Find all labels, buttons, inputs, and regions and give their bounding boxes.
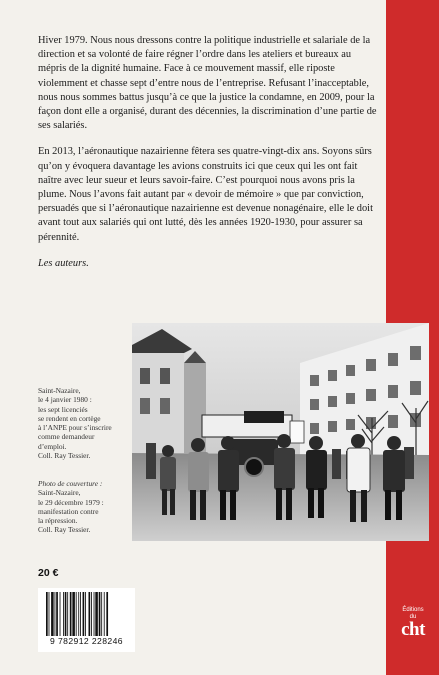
- barcode-bar: [80, 592, 81, 636]
- caption-line: manifestation contre: [38, 506, 99, 516]
- caption-line: Saint-Nazaire,: [38, 488, 81, 498]
- barcode-bar: [56, 592, 58, 636]
- caption-line: Coll. Ray Tessier.: [38, 525, 91, 535]
- barcode-bar: [70, 592, 72, 636]
- paragraph-hiver-1979: Hiver 1979. Nous nous dressons contre la politique industrielle et salariale de la direction et sa volonté de faire régner l’ordre dans les ateliers et bureaux au mépris de la dignité humaine. Face à ce mouvement massif, elle riposte violemment et chasse sept d’entre nous de l’entreprise. Refusant l’inacceptable, nous nous sommes battus jusqu’à ce que la justice la condamne, en 2009, pour la façon dont elle a organisé, durant des décennies, la discrimination d’une partie de ses salariés.: [38, 35, 377, 132]
- barcode-bar: [95, 592, 98, 636]
- photo-illustration: [132, 323, 429, 541]
- caption-line: comme demandeur: [38, 432, 95, 442]
- caption-line: Saint-Nazaire,: [38, 386, 81, 395]
- barcode-bar: [76, 592, 77, 636]
- cover-caption-label: Photo de couverture :: [38, 479, 103, 488]
- publisher-name: cht: [401, 619, 425, 640]
- paragraph-2013: En 2013, l’aéronautique nazairienne fêtera ses quatre-vingt-dix ans. Soyons sûrs qu’on y évoquera davantage les avions construits ici que ceux qui les ont fait naître avec leur sueur et leurs savoir-faire. C’est pourquoi nous avons pris la plume. Nous l’avons fait autant par « devoir de mémoire » que par conviction, persuadés que si l’aéronautique nazairienne est devenue nonagénaire, elle le doit avant tout aux salariés qui ont lutté, dès les années 1920-1930, pour assurer sa pérennité.: [38, 146, 373, 243]
- barcode-bar: [94, 592, 95, 636]
- cover-photo-caption: [38, 479, 130, 535]
- barcode-bar: [72, 592, 75, 636]
- caption-line: se rendent en cortège: [38, 413, 101, 423]
- barcode-bar: [49, 592, 50, 636]
- caption-line: Coll. Ray Tessier.: [38, 451, 91, 461]
- barcode-bar: [89, 592, 91, 636]
- barcode-bar: [99, 592, 101, 636]
- barcode-bar: [91, 592, 92, 636]
- barcode-bar: [106, 592, 108, 636]
- barcode-bar: [46, 592, 48, 636]
- barcode-bar: [104, 592, 105, 636]
- barcode-bar: [101, 592, 102, 636]
- publisher-editions: Éditions: [402, 607, 424, 613]
- march-photo: [132, 323, 429, 541]
- barcode-bar: [85, 592, 86, 636]
- isbn-barcode: [38, 588, 135, 652]
- publisher-du: du: [409, 614, 417, 620]
- caption-line: les sept licenciés: [38, 404, 88, 414]
- back-cover-text: [38, 34, 378, 283]
- price: 20 €: [38, 567, 59, 579]
- barcode-bar: [55, 592, 56, 636]
- caption-line: à l’ANPE pour s’inscrire: [38, 423, 112, 433]
- barcode-bar: [67, 592, 68, 636]
- barcode-bars: [46, 592, 128, 636]
- caption-line: le 4 janvier 1980 :: [38, 395, 92, 405]
- caption-line: le 29 décembre 1979 :: [38, 497, 104, 507]
- publisher-logo: [392, 607, 434, 639]
- barcode-bar: [78, 592, 79, 636]
- caption-line: d’emploi.: [38, 441, 67, 451]
- barcode-bar: [63, 592, 64, 636]
- caption-line: la répression.: [38, 516, 78, 526]
- isbn-digits: 9 782912 228246: [50, 636, 123, 646]
- signature: Les auteurs.: [38, 257, 89, 269]
- barcode-bar: [51, 592, 54, 636]
- photo-caption: [38, 386, 130, 460]
- barcode-bar: [83, 592, 85, 636]
- barcode-bar: [65, 592, 67, 636]
- barcode-bar: [60, 592, 61, 636]
